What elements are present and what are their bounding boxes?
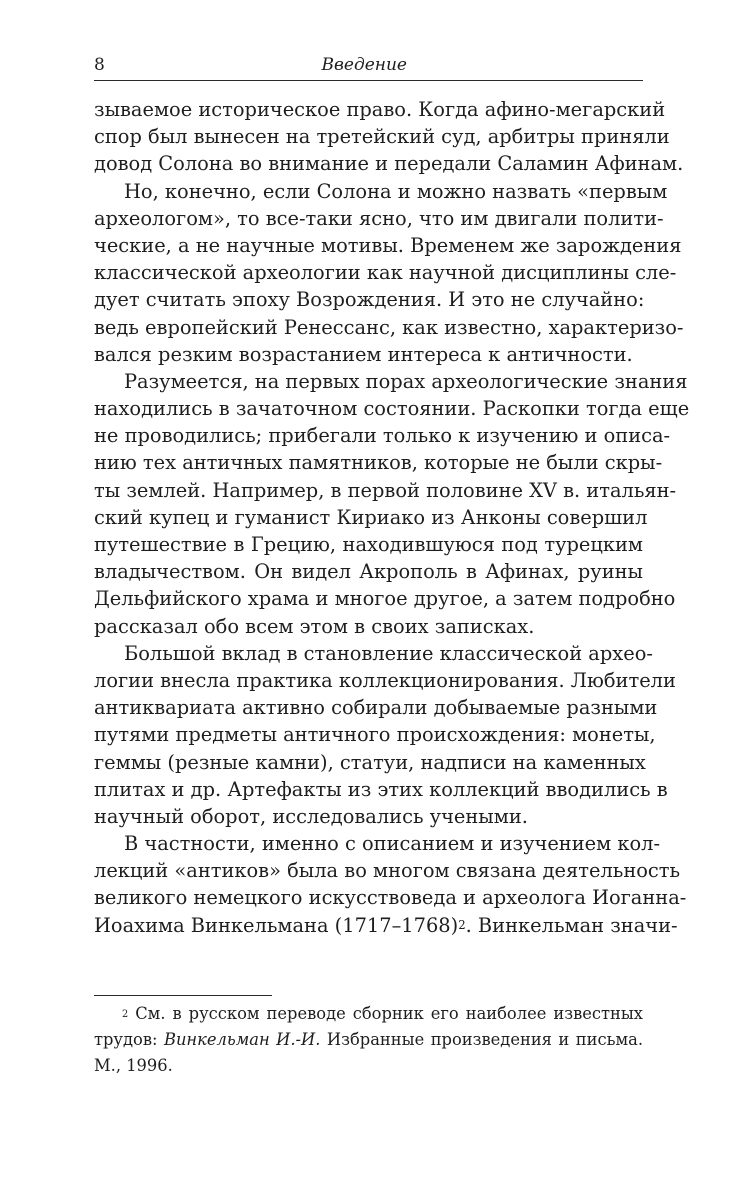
text-line: путешествие в Грецию, находившуюся под турецким (94, 533, 643, 556)
text-line: ведь европейский Ренессанс, как известно, характеризо- (94, 315, 684, 339)
text-line: находились в зачаточном состоянии. Раскопки тогда еще (94, 397, 690, 421)
footnote-number: 2 (122, 1009, 129, 1021)
footnote-text: См. в русском переводе сборник его наиболее известных (135, 1004, 643, 1023)
page-header (94, 55, 643, 81)
text-line: антиквариата активно собирали добываемые разными (94, 696, 658, 720)
text-line: геммы (резные камни), статуи, надписи на каменных (94, 750, 646, 774)
footnote-author: Винкельман И.-И. (163, 1030, 321, 1049)
text-segment: . Винкельман значи- (465, 913, 678, 937)
footnote-text: трудов: (94, 1030, 164, 1049)
footnote (94, 1001, 643, 1079)
text-line: путями предметы античного происхождения: монеты, (94, 723, 656, 747)
text-line: Разумеется, на первых порах археологические знания (124, 369, 688, 393)
text-line: Большой вклад в становление классической архео- (124, 641, 653, 665)
footnote-line (94, 1001, 643, 1027)
footnote-line: М., 1996. (94, 1056, 173, 1075)
body-text (94, 96, 690, 939)
footnote-text: Избранные произведения и письма. (320, 1030, 643, 1049)
footnote-line (94, 1027, 643, 1053)
text-line: В частности, именно с описанием и изучением кол- (124, 832, 661, 856)
text-line: ческие, а не научные мотивы. Временем же зарождения (94, 233, 682, 257)
text-line: рассказал обо всем этом в своих записках. (94, 614, 535, 638)
text-line: ский купец и гуманист Кириако из Анконы совершил (94, 505, 648, 529)
text-line: ты землей. Например, в первой половине XV в. итальян- (94, 478, 677, 502)
page-number: 8 (94, 55, 105, 75)
text-line: дует считать эпоху Возрождения. И это не случайно: (94, 288, 645, 312)
running-title: Введение (321, 55, 407, 75)
text-line: довод Солона во внимание и передали Саламин Афинам. (94, 152, 684, 176)
text-line: спор был вынесен на третейский суд, арбитры приняли (94, 125, 670, 149)
text-line: лекций «антиков» была во многом связана деятельность (94, 859, 681, 883)
text-line: зываемое историческое право. Когда афино-мегарский (94, 98, 666, 121)
text-line: Дельфийского храма и многое другое, а затем подробно (94, 587, 676, 611)
text-line: владычеством. Он видел Акрополь в Афинах, руины (94, 560, 643, 584)
text-line: Но, конечно, если Солона и можно назвать «первым (124, 179, 668, 203)
text-line: археологом», то все-таки ясно, что им двигали полити- (94, 206, 664, 230)
header-rule (94, 80, 643, 81)
footnote-ref[interactable]: 2 (458, 918, 466, 933)
text-line-with-footnote-ref (94, 912, 678, 939)
text-line: не проводились; прибегали только к изучению и описа- (94, 424, 671, 448)
text-line: научный оборот, исследовались учеными. (94, 804, 528, 828)
text-segment: Иоахима Винкельмана (1717–1768) (94, 913, 459, 937)
text-line: классической археологии как научной дисциплины сле- (94, 261, 677, 285)
text-line: нию тех античных памятников, которые не были скры- (94, 451, 663, 475)
text-line: великого немецкого искусствоведа и археолога Иоганна- (94, 886, 687, 910)
footnote-rule (94, 995, 272, 996)
text-line: вался резким возрастанием интереса к античности. (94, 342, 633, 366)
text-line: логии внесла практика коллекционирования. Любители (94, 668, 676, 692)
text-line: плитах и др. Артефакты из этих коллекций вводились в (94, 777, 668, 801)
